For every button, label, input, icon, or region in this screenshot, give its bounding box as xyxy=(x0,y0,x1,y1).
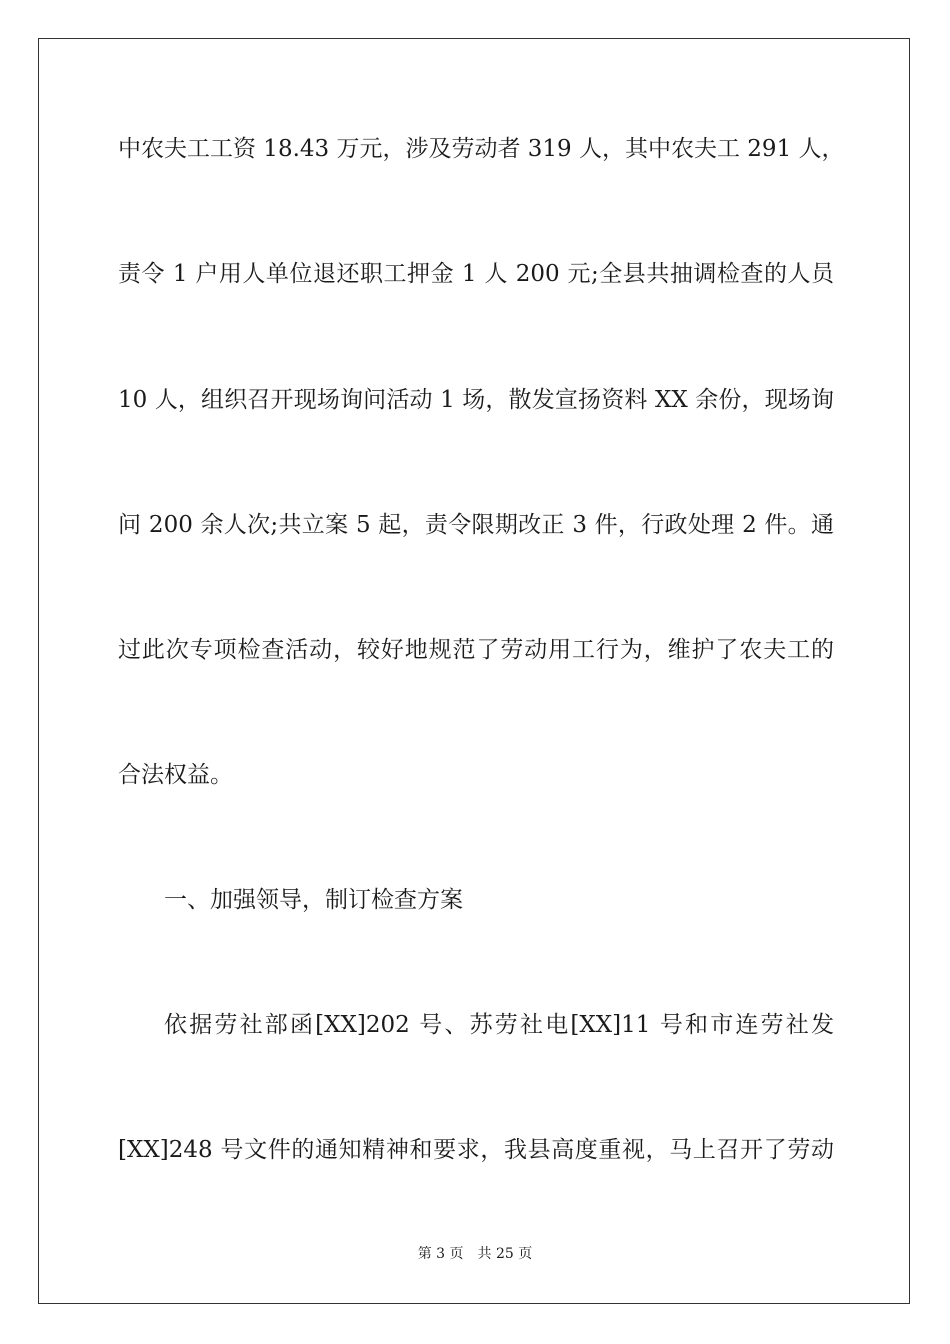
body-text-line-6: 合法权益。 xyxy=(118,762,233,788)
body-text-line-5: 过此次专项检查活动，较好地规范了劳动用工行为，维护了农夫工的 xyxy=(118,637,834,663)
page-border xyxy=(38,38,910,1304)
body-text-line-8: 依据劳社部函[XX]202 号、苏劳社电[XX]11 号和市连劳社发 xyxy=(164,1012,834,1038)
page-footer xyxy=(0,1245,950,1263)
body-text-line-4: 问 200 余人次;共立案 5 起，责令限期改正 3 件，行政处理 2 件。通 xyxy=(118,512,834,538)
body-text-line-9: [XX]248 号文件的通知精神和要求，我县高度重视，马上召开了劳动 xyxy=(118,1137,834,1163)
body-text-line-2: 责令 1 户用人单位退还职工押金 1 人 200 元;全县共抽调检查的人员 xyxy=(118,261,834,287)
section-heading: 一、加强领导，制订检查方案 xyxy=(164,887,463,913)
page-number: 第 3 页 xyxy=(417,1246,464,1262)
body-text-line-3: 10 人，组织召开现场询问活动 1 场，散发宣扬资料 XX 余份，现场询 xyxy=(118,387,834,413)
page-total: 共 25 页 xyxy=(477,1246,533,1262)
body-text-line-1: 中农夫工工资 18.43 万元，涉及劳动者 319 人，其中农夫工 291 人， xyxy=(118,136,845,162)
